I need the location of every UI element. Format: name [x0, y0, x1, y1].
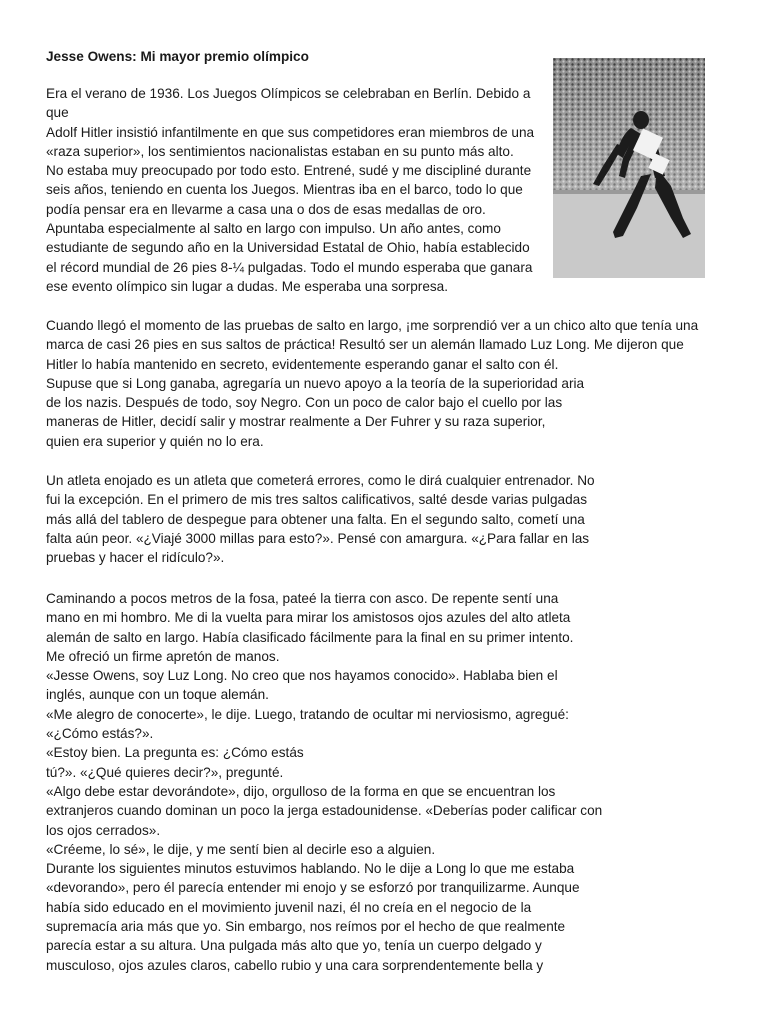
paragraph-line: el récord mundial de 26 pies 8-¼ pulgadas. Todo el mundo esperaba que ganara [46, 259, 533, 275]
paragraph-line: estudiante de segundo año en la Universidad Estatal de Ohio, había establecido [46, 240, 530, 256]
paragraph-line: Adolf Hitler insistió infantilmente en que sus competidores eran miembros de una [46, 124, 535, 140]
paragraph-line: más allá del tablero de despegue para obtener una falta. En el segundo salto, cometí una [46, 511, 585, 527]
paragraph-line: Un atleta enojado es un atleta que cometerá errores, como le dirá cualquier entrenador. No [46, 473, 595, 488]
paragraph-2 [46, 316, 698, 451]
paragraph-line: Era el verano de 1936. Los Juegos Olímpicos se celebraban en Berlín. Debido a [46, 86, 531, 101]
paragraph-line: Hitler lo había mantenido en secreto, evidentemente esperando ganar el salto con él. [46, 356, 559, 372]
paragraph-3 [46, 471, 595, 567]
paragraph-line: podía pensar era en llevarme a casa una o dos de esas medallas de oro. [46, 201, 486, 217]
paragraph-4 [46, 589, 602, 975]
paragraph-line: que [46, 105, 69, 121]
paragraph-line: parecía estar a su altura. Una pulgada más alto que yo, tenía un cuerpo delgado y [46, 938, 542, 954]
paragraph-line: seis años, teniendo en cuenta los Juegos. Mientras iba en el barco, todo lo que [46, 182, 523, 198]
paragraph-line: había sido educado en el movimiento juvenil nazi, él no creía en el negocio de la [46, 899, 532, 915]
paragraph-line: «Créeme, lo sé», le dije, y me sentí bien al decirle eso a alguien. [46, 841, 436, 857]
document-title: Jesse Owens: Mi mayor premio olímpico [46, 49, 309, 64]
paragraph-line: No estaba muy preocupado por todo esto. Entrené, sudé y me discipliné durante [46, 163, 532, 179]
paragraph-line: maneras de Hitler, decidí salir y mostrar realmente a Der Fuhrer y su raza superior, [46, 414, 546, 430]
paragraph-line: Durante los siguientes minutos estuvimos hablando. No le dije a Long lo que me estaba [46, 861, 575, 877]
paragraph-line: ese evento olímpico sin lugar a dudas. Me esperaba una sorpresa. [46, 278, 449, 294]
paragraph-line: marca de casi 26 pies en sus saltos de práctica! Resultó ser un alemán llamado Luz Long. Me dijeron que [46, 337, 684, 353]
paragraph-line: mano en mi hombro. Me di la vuelta para mirar los amistosos ojos azules del alto atleta [46, 610, 571, 626]
paragraph-line: Caminando a pocos metros de la fosa, pateé la tierra con asco. De repente sentí una [46, 591, 559, 606]
paragraph-line: «raza superior», los sentimientos nacionalistas estaban en su punto más alto. [46, 143, 514, 159]
paragraph-line: tú?». «¿Qué quieres decir?», pregunté. [46, 764, 284, 780]
paragraph-line: musculoso, ojos azules claros, cabello rubio y una cara sorprendentemente bella y [46, 957, 544, 973]
paragraph-line: Me ofreció un firme apretón de manos. [46, 648, 280, 664]
paragraph-line: Apuntaba especialmente al salto en largo con impulso. Un año antes, como [46, 221, 501, 237]
paragraph-line: «Me alegro de conocerte», le dije. Luego, tratando de ocultar mi nerviosismo, agregué: [46, 706, 569, 722]
paragraph-line: inglés, aunque con un toque alemán. [46, 687, 269, 703]
paragraph-line: «Algo debe estar devorándote», dijo, orgulloso de la forma en que se encuentran los [46, 783, 556, 799]
athlete-photo [553, 58, 705, 278]
paragraph-line: «devorando», pero él parecía entender mi enojo y se esforzó por tranquilizarme. Aunque [46, 880, 580, 896]
paragraph-line: fui la excepción. En el primero de mis tres saltos calificativos, salté desde varias pulgadas [46, 492, 587, 508]
paragraph-line: pruebas y hacer el ridículo?». [46, 550, 225, 566]
paragraph-line: «Jesse Owens, soy Luz Long. No creo que nos hayamos conocido». Hablaba bien el [46, 668, 558, 684]
paragraph-line: «¿Cómo estás?». [46, 726, 154, 742]
paragraph-line: «Estoy bien. La pregunta es: ¿Cómo estás [46, 745, 304, 761]
paragraph-line: quien era superior y quién no lo era. [46, 433, 264, 449]
paragraph-line: los ojos cerrados». [46, 822, 161, 838]
paragraph-line: supremacía aria más que yo. Sin embargo, nos reímos por el hecho de que realmente [46, 919, 566, 935]
paragraph-1 [46, 84, 534, 296]
paragraph-line: extranjeros cuando dominan un poco la jerga estadounidense. «Deberías poder calificar con [46, 803, 603, 819]
paragraph-line: Supuse que si Long ganaba, agregaría un nuevo apoyo a la teoría de la superioridad aria [46, 375, 585, 391]
paragraph-line: Cuando llegó el momento de las pruebas de salto en largo, ¡me sorprendió ver a un chico alto que tenía una [46, 318, 699, 333]
paragraph-line: falta aún peor. «¿Viajé 3000 millas para esto?». Pensé con amargura. «¿Para fallar en las [46, 530, 590, 546]
paragraph-line: alemán de salto en largo. Había clasificado fácilmente para la final en su primer intento. [46, 629, 574, 645]
paragraph-line: de los nazis. Después de todo, soy Negro. Con un poco de calor bajo el cuello por las [46, 395, 563, 411]
